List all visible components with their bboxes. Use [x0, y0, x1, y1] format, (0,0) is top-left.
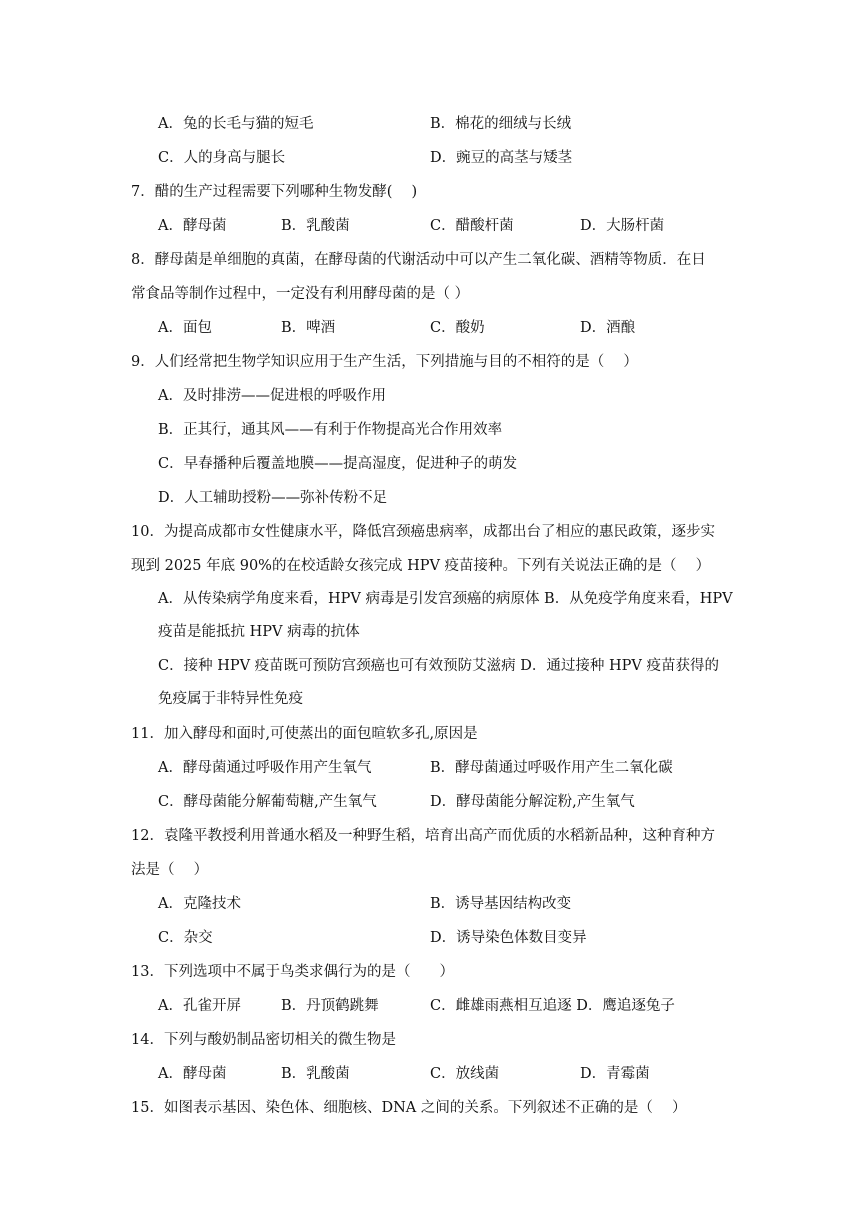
- q13-option-a: A．孔雀开屏: [158, 998, 241, 1014]
- q8-option-b: B．啤酒: [281, 320, 336, 336]
- q14-stem: 14．下列与酸奶制品密切相关的微生物是: [131, 1032, 396, 1048]
- q9-option-a: A．及时排涝——促进根的呼吸作用: [158, 388, 386, 404]
- q7-option-b: B．乳酸菌: [281, 218, 350, 234]
- q6-option-b: B．棉花的细绒与长绒: [430, 116, 572, 132]
- q15-stem: 15．如图表示基因、染色体、细胞核、DNA 之间的关系。下列叙述不正确的是（ ）: [131, 1100, 687, 1116]
- q8-stem-line1: 8．酵母菌是单细胞的真菌，在酵母菌的代谢活动中可以产生二氧化碳、酒精等物质．在日: [131, 252, 706, 268]
- q13-stem: 13．下列选项中不属于鸟类求偶行为的是（ ）: [131, 964, 454, 980]
- q8-option-c: C．酸奶: [430, 320, 485, 336]
- q7-option-a: A．酵母菌: [158, 218, 227, 234]
- q6-option-d: D．豌豆的高茎与矮茎: [430, 150, 573, 166]
- q14-option-b: B．乳酸菌: [281, 1066, 350, 1082]
- q10-stem-line2: 现到 2025 年底 90%的在校适龄女孩完成 HPV 疫苗接种。下列有关说法正确的是（ ）: [131, 558, 711, 574]
- q12-option-c: C．杂交: [158, 930, 213, 946]
- q13-option-b: B．丹顶鹤跳舞: [281, 998, 379, 1014]
- q12-option-d: D．诱导染色体数目变异: [430, 930, 587, 946]
- q11-stem: 11．加入酵母和面时,可使蒸出的面包暄软多孔,原因是: [131, 726, 478, 742]
- q6-option-a: A．兔的长毛与猫的短毛: [158, 116, 314, 132]
- q12-stem-line1: 12．袁隆平教授利用普通水稻及一种野生稻，培育出高产而优质的水稻新品种，这种育种方: [131, 828, 715, 844]
- q11-option-d: D．酵母菌能分解淀粉,产生氧气: [430, 794, 635, 810]
- q6-option-c: C．人的身高与腿长: [158, 150, 286, 166]
- q10-options-ab-line2: 疫苗是能抵抗 HPV 病毒的抗体: [158, 624, 360, 640]
- q11-option-b: B．酵母菌通过呼吸作用产生二氧化碳: [430, 760, 673, 776]
- q12-option-b: B．诱导基因结构改变: [430, 896, 572, 912]
- q10-options-cd-line2: 免疫属于非特异性免疫: [158, 691, 303, 707]
- q9-option-b: B．正其行，通其风——有利于作物提高光合作用效率: [158, 422, 503, 438]
- q9-option-c: C．早春播种后覆盖地膜——提高湿度，促进种子的萌发: [158, 456, 518, 472]
- q8-option-a: A．面包: [158, 320, 212, 336]
- q9-stem: 9．人们经常把生物学知识应用于生产生活，下列措施与目的不相符的是（ ）: [131, 354, 638, 370]
- q10-options-ab-line1: A．从传染病学角度来看，HPV 病毒是引发宫颈癌的病原体 B．从免疫学角度来看，HPV: [158, 591, 733, 607]
- q10-options-cd-line1: C．接种 HPV 疫苗既可预防宫颈癌也可有效预防艾滋病 D．通过接种 HPV 疫苗获得的: [158, 658, 720, 674]
- q14-option-c: C．放线菌: [430, 1066, 500, 1082]
- q7-option-c: C．醋酸杆菌: [430, 218, 514, 234]
- q10-stem-line1: 10．为提高成都市女性健康水平，降低宫颈癌患病率，成都出台了相应的惠民政策，逐步实: [131, 524, 715, 540]
- q9-option-d: D．人工辅助授粉——弥补传粉不足: [158, 490, 388, 506]
- q7-option-d: D．大肠杆菌: [580, 218, 665, 234]
- q12-stem-line2: 法是（ ）: [131, 862, 209, 878]
- q8-option-d: D．酒酿: [580, 320, 636, 336]
- q14-option-a: A．酵母菌: [158, 1066, 227, 1082]
- q13-options-cd: C．雌雄雨燕相互追逐 D．鹰追逐兔子: [430, 998, 675, 1014]
- q14-option-d: D．青霉菌: [580, 1066, 650, 1082]
- q11-option-c: C．酵母菌能分解葡萄糖,产生氧气: [158, 794, 377, 810]
- q12-option-a: A．克隆技术: [158, 896, 241, 912]
- q8-stem-line2: 常食品等制作过程中，一定没有利用酵母菌的是（ ）: [131, 286, 470, 302]
- q7-stem: 7．醋的生产过程需要下列哪种生物发酵( ): [131, 184, 418, 200]
- q11-option-a: A．酵母菌通过呼吸作用产生氧气: [158, 760, 372, 776]
